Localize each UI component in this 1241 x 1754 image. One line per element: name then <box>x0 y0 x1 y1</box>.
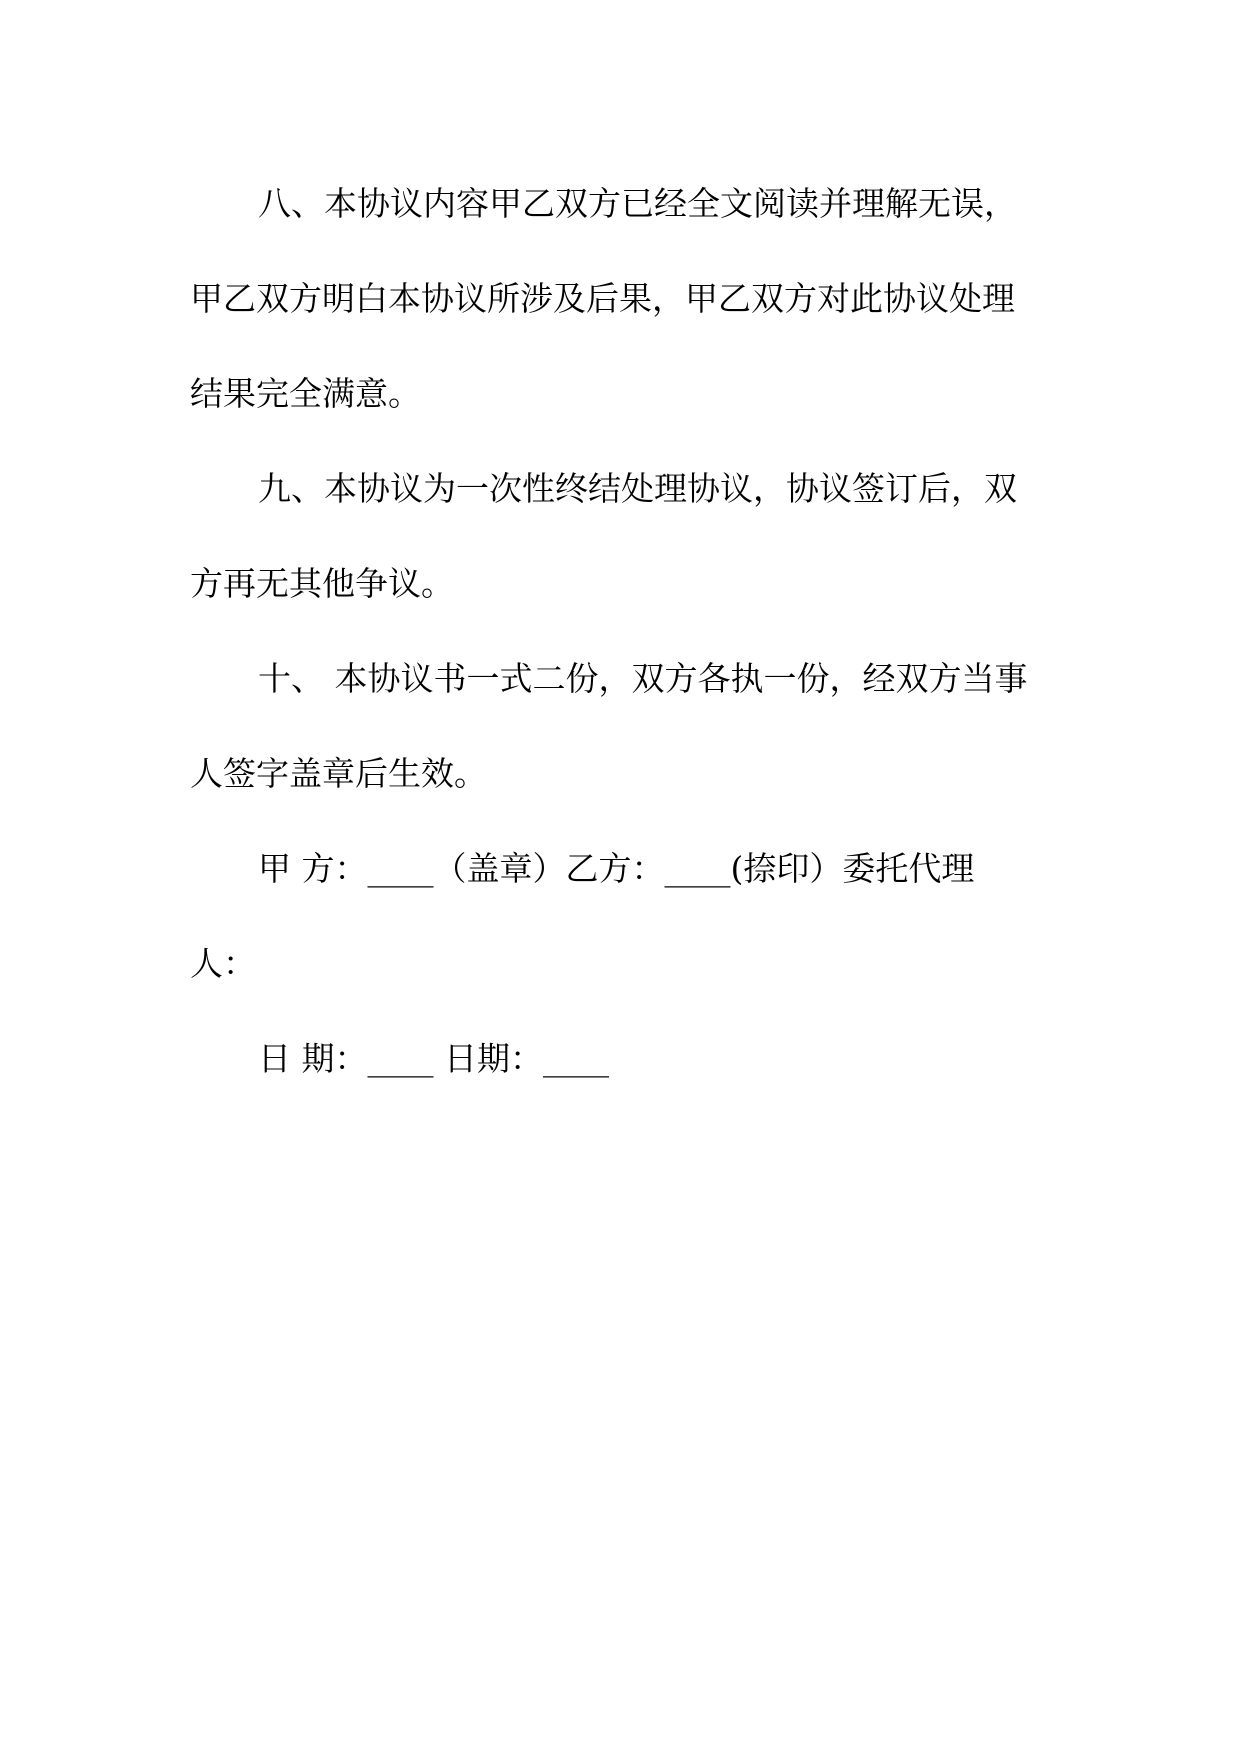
clause-8-line-1: 八、本协议内容甲乙双方已经全文阅读并理解无误， <box>258 184 1017 223</box>
signature-line-1: 甲 方：____（盖章）乙方：____(捺印）委托代理 <box>258 849 975 888</box>
clause-8-line-3: 结果完全满意。 <box>190 374 421 413</box>
clause-9-line-2: 方再无其他争议。 <box>190 564 454 603</box>
clause-9-line-1: 九、本协议为一次性终结处理协议，协议签订后，双 <box>258 469 1017 508</box>
signature-line-2: 人： <box>190 944 256 983</box>
clause-8-line-2: 甲乙双方明白本协议所涉及后果，甲乙双方对此协议处理 <box>190 279 1015 318</box>
date-line: 日 期：____ 日期：____ <box>258 1039 609 1078</box>
clause-10-line-2: 人签字盖章后生效。 <box>190 754 487 793</box>
clause-10-line-1: 十、 本协议书一式二份，双方各执一份，经双方当事 <box>258 659 1028 698</box>
